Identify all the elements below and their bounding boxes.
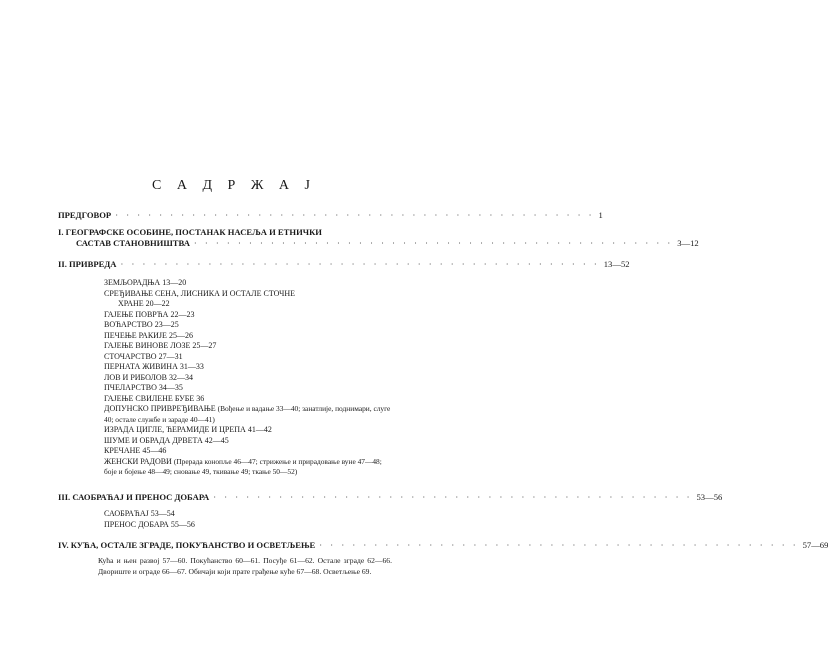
toc-entry-i[interactable] [58, 227, 699, 249]
subitem-saobracaj[interactable]: САОБРАЋАЈ 53—54 [104, 509, 175, 518]
subitem-rakija[interactable]: ПЕЧЕЊЕ РАКИЈЕ 25—26 [104, 330, 193, 340]
toc-entry-page: 1 [598, 210, 603, 220]
subitem-pcelarstvo[interactable]: ПЧЕЛАРСТВО 34—35 [104, 383, 183, 392]
subitem-cigla[interactable]: ИЗРАДА ЦИГЛЕ, ЋЕРАМИДЕ И ЦРЕПА 41—42 [104, 425, 272, 434]
page-title: С А Д Р Ж А Ј [152, 178, 316, 193]
toc-entry-iv[interactable] [58, 540, 828, 551]
dot-leader: · · · · · · · · · · · · · · · · · · · · · · · · · · · · · · · · · · · · · · · · · · · · [120, 259, 600, 269]
toc-entry-label-cont: САСТАВ СТАНОВНИШТВА [76, 238, 190, 248]
subitem-svila[interactable]: ГАЈЕЊЕ СВИЛЕНЕ БУБЕ 36 [104, 393, 205, 403]
toc-entry-label: IV. КУЋА, ОСТАЛЕ ЗГРАДЕ, ПОКУЋАНСТВО И ОСВЕТЉЕЊЕ [58, 540, 316, 550]
iv-paragraph: Кућа и њен развој 57—60. Покућанство 60—61. Посуђе 61—62. Остале зграде 62—66. Двориште и ограде 66—67. Обичаји који прате грађење куће 67—68. Осветљење 69. [98, 556, 392, 576]
subitem-povrce[interactable]: ГАЈЕЊЕ ПОВРЋА 22—23 [104, 309, 195, 319]
subitem-krecane[interactable]: КРЕЧАНЕ 45—46 [104, 446, 167, 455]
dot-leader: · · · · · · · · · · · · · · · · · · · · · · · · · · · · · · · · · · · · · · · · · · · · [115, 210, 595, 220]
subitem-vocarstvo[interactable]: ВОЋАРСТВО 23—25 [104, 320, 179, 329]
subitem-loza[interactable]: ГАЈЕЊЕ ВИНОВЕ ЛОЗЕ 25—27 [104, 341, 217, 350]
dot-leader: · · · · · · · · · · · · · · · · · · · · · · · · · · · · · · · · · · · · · · · · · · · · [319, 540, 799, 550]
subitem-prenos[interactable]: ПРЕНОС ДОБАРА 55—56 [104, 519, 195, 529]
toc-entry-iii[interactable] [58, 492, 723, 503]
toc-entry-label: I. ГЕОГРАФСКЕ ОСОБИНЕ, ПОСТАНАК НАСЕЉА И ЕТНИЧКИ [58, 227, 322, 237]
subitem-lov[interactable]: ЛОВ И РИБОЛОВ 32—34 [104, 372, 193, 382]
subitem-sume[interactable]: ШУМЕ И ОБРАДА ДРВЕТА 42—45 [104, 435, 229, 445]
subitem-zenski[interactable]: ЖЕНСКИ РАДОВИ (Прерада конопље 46—47; стрижење и прирадовање вуне 47—48; боје и бојење 48—49; сновање 49, ткивање 49; ткање 50—52) [104, 456, 382, 476]
toc-entry-ii[interactable] [58, 259, 630, 270]
toc-entry-page: 13—52 [603, 259, 630, 269]
toc-entry-label: ПРЕДГОВОР [58, 210, 112, 220]
subitem-sena[interactable]: СРЕЂИВАЊЕ СЕНА, ЛИСНИКА И ОСТАЛЕ СТОЧНЕ ХРАНЕ 20—22 [104, 288, 296, 308]
subitem-dopunsko[interactable]: ДОПУНСКО ПРИВРЕЂИВАЊЕ (Вођење и вадање 33—40; занатлије, поднимари, слуге 40; остале службе и зараде 40—41) [104, 404, 391, 424]
subitem-zivina[interactable]: ПЕРНАТА ЖИВИНА 31—33 [104, 362, 204, 371]
iii-subitems [104, 509, 392, 530]
toc-entry-label: II. ПРИВРЕДА [58, 259, 117, 269]
toc-entry-page: 3—12 [677, 238, 699, 248]
subitem-stocarstvo[interactable]: СТОЧАРСТВО 27—31 [104, 351, 183, 361]
toc-entry-page: 53—56 [696, 492, 723, 502]
toc-entry-label: III. САОБРАЋАЈ И ПРЕНОС ДОБАРА [58, 492, 210, 502]
dot-leader: · · · · · · · · · · · · · · · · · · · · · · · · · · · · · · · · · · · · · · · · · · · · [213, 492, 693, 502]
toc-entry-page: 57—69 [802, 540, 828, 550]
ii-subitems [104, 278, 392, 478]
subitem-zemljoradnja[interactable]: ЗЕМЉОРАДЊА 13—20 [104, 278, 187, 287]
dot-leader: · · · · · · · · · · · · · · · · · · · · · · · · · · · · · · · · · · · · · · · · · · · · [193, 238, 674, 248]
toc-entry-predgovor[interactable] [58, 210, 603, 221]
